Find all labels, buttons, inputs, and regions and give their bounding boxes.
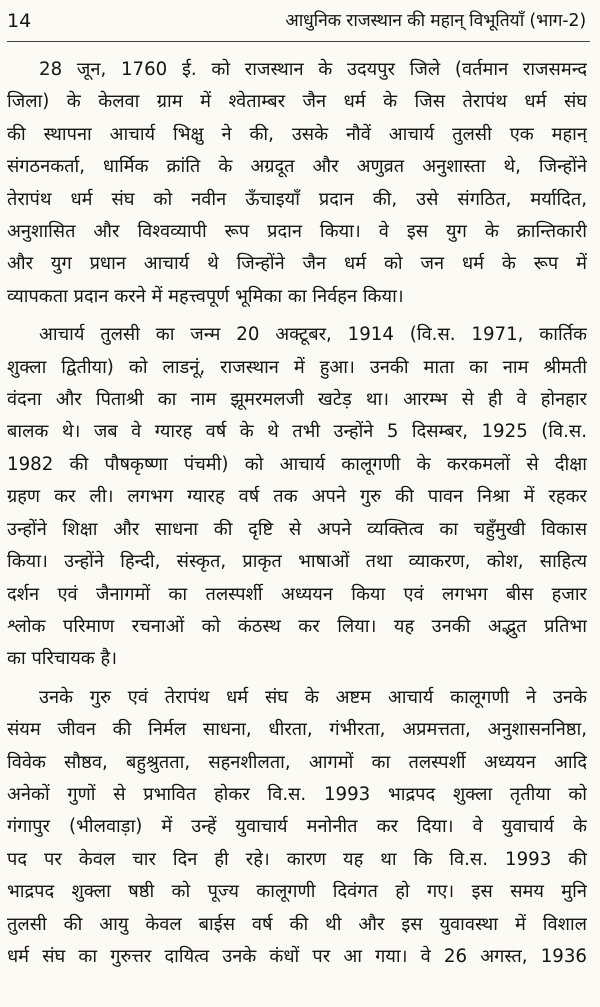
body-text: [7, 54, 590, 973]
text-line: बालक थे। जब वे ग्यारह वर्ष के थे तभी उन्होंने 5 दिसम्बर, 1925 (वि.स.: [7, 421, 587, 443]
text-line: गंगापुर (भीलवाड़ा) में उन्हें युवाचार्य मनोनीत कर दिया। वे युवाचार्य के: [7, 816, 587, 838]
text-line: अनेकों गुणों से प्रभावित होकर वि.स. 1993 भाद्रपद शुक्ला तृतीया को: [7, 783, 587, 805]
text-line: संयम जीवन की निर्मल साधना, धीरता, गंभीरता, अप्रमत्तता, अनुशासननिष्ठा,: [7, 719, 587, 741]
text-line: 1982 की पौषकृष्णा पंचमी) को आचार्य कालूगणी के करकमलों से दीक्षा: [7, 453, 587, 475]
paragraph-1: [7, 54, 590, 313]
text-line: ग्रहण कर ली। लगभग ग्यारह वर्ष तक अपने गुरु की पावन निश्रा में रहकर: [7, 486, 587, 508]
text-line: का परिचायक है।: [7, 648, 118, 670]
text-line: भाद्रपद शुक्ला षष्ठी को पूज्य कालूगणी दिवंगत हो गए। इस समय मुनि: [7, 881, 587, 903]
text-line: दर्शन एवं जैनागमों का तलस्पर्शी अध्ययन किया एवं लगभग बीस हजार: [7, 583, 587, 605]
text-line: तेरापंथ धर्म संघ को नवीन ऊँचाइयाँ प्रदान की, उसे संगठित, मर्यादित,: [7, 188, 587, 210]
text-line: किया। उन्होंने हिन्दी, संस्कृत, प्राकृत भाषाओं तथा व्याकरण, कोश, साहित्य: [7, 551, 587, 573]
text-line: अनुशासित और विश्वव्यापी रूप प्रदान किया। वे इस युग के क्रान्तिकारी: [7, 221, 587, 243]
text-line: वंदना और पिताश्री का नाम झूमरमलजी खटेड़ था। आरम्भ से ही वे होनहार: [7, 389, 587, 411]
text-line: शुक्ला द्वितीया) को लाडनूं, राजस्थान में हुआ। उनकी माता का नाम श्रीमती: [7, 356, 587, 378]
text-line: विवेक सौष्ठव, बहुश्रुतता, सहनशीलता, आगमों का तलस्पर्शी अध्ययन आदि: [7, 751, 587, 773]
text-line: जिला) के केलवा ग्राम में श्वेताम्बर जैन धर्म के जिस तेरापंथ धर्म संघ: [7, 91, 587, 113]
text-line: संगठनकर्ता, धार्मिक क्रांति के अग्रदूत और अणुव्रत अनुशास्ता थे, जिन्होंने: [7, 156, 587, 178]
text-line: उन्होंने शिक्षा और साधना की दृष्टि से अपने व्यक्तित्व का चहुँमुखी विकास: [7, 518, 587, 540]
text-line: की स्थापना आचार्य भिक्षु ने की, उसके नौवें आचार्य तुलसी एक महान्: [7, 123, 587, 145]
text-line: श्लोक परिमाण रचनाओं को कंठस्थ कर लिया। यह उनकी अद्भुत प्रतिभा: [7, 615, 587, 637]
text-line: 28 जून, 1760 ई. को राजस्थान के उदयपुर जिले (वर्तमान राजसमन्द: [39, 59, 587, 80]
running-title: आधुनिक राजस्थान की महान् विभूतियाँ (भाग-2): [285, 11, 586, 31]
text-line: तुलसी की आयु केवल बाईस वर्ष की थी और इस युवावस्था में विशाल: [7, 913, 587, 935]
text-line: पद पर केवल चार दिन ही रहे। कारण यह था कि वि.स. 1993 की: [7, 848, 587, 870]
page-number: 14: [7, 10, 32, 32]
text-line: व्यापकता प्रदान करने में महत्त्वपूर्ण भूमिका का निर्वहन किया।: [7, 285, 404, 307]
paragraph-3: [7, 682, 590, 974]
text-line: आचार्य तुलसी का जन्म 20 अक्टूबर, 1914 (वि.स. 1971, कार्तिक: [39, 324, 587, 346]
text-line: धर्म संघ का गुरुत्तर दायित्व उनके कंधों पर आ गया। वे 26 अगस्त, 1936: [7, 945, 587, 967]
text-line: उनके गुरु एवं तेरापंथ धर्म संघ के अष्टम आचार्य कालूगणी ने उनके: [39, 686, 587, 708]
running-header: [7, 4, 590, 42]
paragraph-2: [7, 319, 590, 675]
text-line: और युग प्रधान आचार्य थे जिन्होंने जैन धर्म को जन धर्म के रूप में: [7, 253, 587, 275]
